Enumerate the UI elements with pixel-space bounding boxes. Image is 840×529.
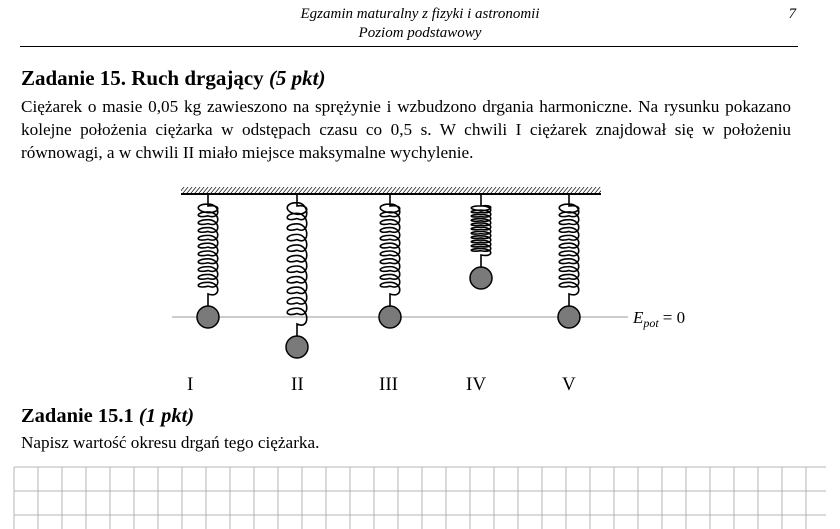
figure-label-ii: II	[291, 374, 304, 395]
task-points: (5 pkt)	[268, 66, 326, 90]
subtask-title: Zadanie 15.1	[21, 405, 134, 427]
subtask-text: Napisz wartość okresu drgań tego ciężarka.	[21, 433, 320, 452]
epot-value: = 0	[662, 308, 686, 327]
figure-label-iii: III	[379, 374, 398, 395]
figure-label-iv: IV	[466, 374, 487, 395]
figure-label-v: V	[562, 374, 576, 395]
subtask-points: (1 pkt)	[138, 405, 195, 427]
task-title: Zadanie 15. Ruch drgający	[21, 66, 264, 90]
page-number: 7	[788, 6, 796, 22]
task-text: Ciężarek o masie 0,05 kg zawieszono na sprężynie i wzbudzono drgania harmoniczne. Na rysunku pokazano kolejne położenia ciężarka w odstępach czasu co 0,5 s. W chwili I ciężarek znajdował się w położeniu równowagi, a w chwili II miało miejsce maksymalne wychylenie.	[21, 97, 791, 162]
header-subtitle: Poziom podstawowy	[358, 25, 482, 41]
header-title: Egzamin maturalny z fizyki i astronomii	[300, 6, 540, 22]
epot-subscript: pot	[643, 316, 659, 330]
figure-label-i: I	[187, 374, 194, 395]
epot-symbol: E	[633, 308, 644, 327]
